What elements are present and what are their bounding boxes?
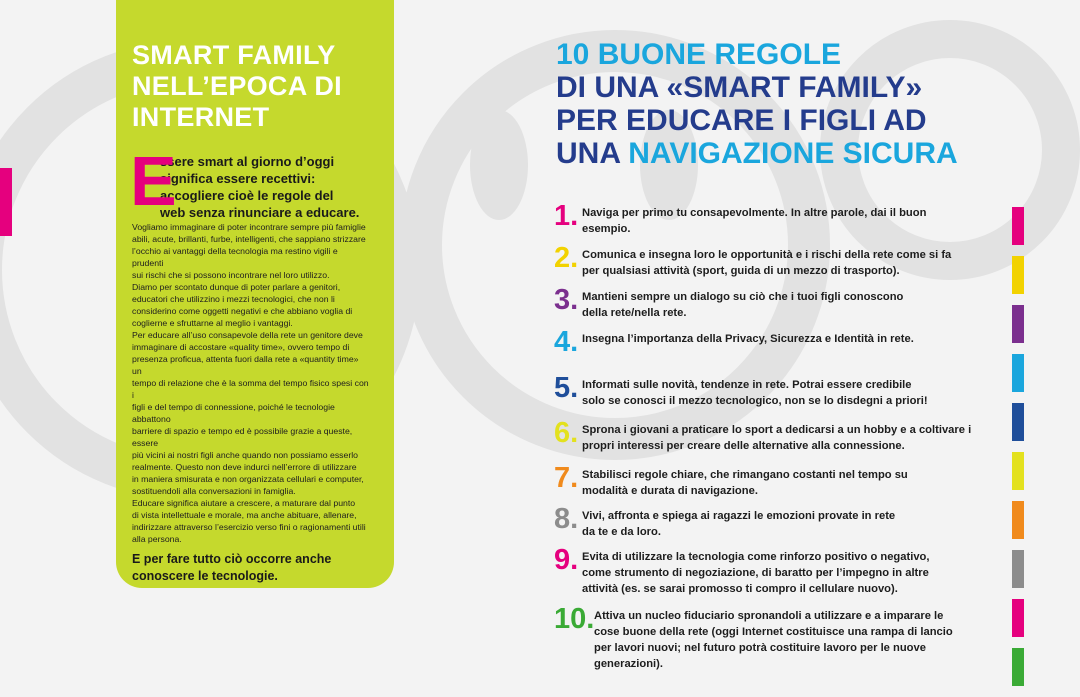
rule-item [554, 544, 994, 597]
rule-number [554, 463, 578, 493]
rule-number-dot: . [586, 603, 595, 635]
closing-statement: E per fare tutto ciò occorre anche conoscere le tecnologie. [132, 552, 332, 583]
rule-item [554, 326, 994, 358]
rule-number [554, 327, 578, 357]
body-paragraph: Vogliamo immaginare di poter incontrare sempre più famiglie abili, acute, brillanti, furbe, intelligenti, che sappiano strizzare l’occhio ai vantaggi della tecnologia ma restino vigili e prudenti sui rischi che si possono incontrare nel loro utilizzo. Diamo per scontato dunque di poter parlare a genitori, educatori che utilizzino i mezzi tecnologici, che non li considerino come oggetti negativi e che abbiano voglia di coglierne e sfruttarne al meglio i vantaggi. Per educare all’uso consapevole della rete un genitore deve immaginare di accostare «quality time», ovvero tempo di presenza proficua, attenta fuori dalla rete a «quantity time» un tempo di relazione che è la somma del tempo fisico spesi con i figli e del tempo di connessione, poiché le tecnologie abbattono barriere di spazio e tempo ed è possibile grazie a queste, essere più vicini ai nostri figli anche quando non possiamo esserlo realmente. Questo non deve indurci nell’errore di utilizzare in maniera smisurata e non organizzata cellulari e computer, sostituendoli alla conversazioni in famiglia. Educare significa aiutare a crescere, a maturare dal punto di vista intellettuale e morale, ma anche abituare, allenare, indirizzare attraverso l’esercizio verso fini o ragionamenti utili alla persona. [132, 222, 369, 544]
rule-item [554, 284, 994, 321]
panel-title-line: INTERNET [132, 102, 270, 132]
rule-number-dot: . [570, 326, 579, 358]
rule-number-digit: 9 [554, 544, 571, 576]
left-color-tab [0, 168, 12, 236]
rule-item [554, 503, 994, 540]
rule-number [554, 418, 578, 448]
rule-number-dot: . [570, 200, 579, 232]
rule-number-digit: 4 [554, 326, 571, 358]
drop-cap: E [130, 142, 177, 220]
color-strip [1012, 256, 1024, 294]
rule-number-dot: . [570, 284, 579, 316]
rule-text: Sprona i giovani a praticare lo sport a dedicarsi a un hobby e a coltivare i propri interessi per creare delle alternative alla connessione. [582, 424, 972, 452]
rule-item [554, 417, 994, 454]
rule-text: Vivi, affronta e spiega ai ragazzi le emozioni provate in rete da te e da loro. [582, 510, 896, 538]
heading-line: 10 BUONE REGOLE [556, 38, 842, 71]
rule-number-digit: 7 [554, 462, 571, 494]
rule-number [554, 373, 578, 403]
rule-number-digit: 3 [554, 284, 571, 316]
rules-heading [556, 38, 996, 170]
rule-number-digit: 5 [554, 372, 571, 404]
rule-number [554, 604, 594, 634]
rule-number-dot: . [570, 503, 579, 535]
intro-panel [116, 0, 394, 588]
color-strip [1012, 305, 1024, 343]
rule-number [554, 243, 578, 273]
rule-text: Evita di utilizzare la tecnologia come rinforzo positivo o negativo, come strumento di negoziazione, di baratto per l’impegno in altre attività (es. se sarai promosso ti compro il cellulare nuovo). [582, 551, 930, 595]
rule-number-digit: 1 [554, 200, 571, 232]
color-strip [1012, 648, 1024, 686]
rule-number [554, 545, 578, 575]
color-strip [1012, 403, 1024, 441]
color-strip [1012, 207, 1024, 245]
heading-text: UNA [556, 137, 629, 170]
rule-text: Informati sulle novità, tendenze in rete. Potrai essere credibile solo se conosci il mezzo tecnologico, non se lo disdegni a priori! [582, 379, 928, 407]
rule-number-dot: . [570, 372, 579, 404]
lead-paragraph: ssere smart al giorno d’oggi significa essere recettivi: accogliere cioè le regole del web senza rinunciare a educare. [160, 154, 360, 220]
rule-item [554, 603, 994, 672]
rule-number-digit: 2 [554, 242, 571, 274]
rule-number-digit: 8 [554, 503, 571, 535]
heading-line: DI UNA «SMART FAMILY» [556, 71, 923, 104]
right-color-strips [1012, 207, 1024, 697]
rule-item [554, 372, 994, 409]
heading-highlight: NAVIGAZIONE SICURA [628, 137, 958, 170]
rule-text: Comunica e insegna loro le opportunità e i rischi della rete come si fa per qualsiasi attività (sport, guida di un mezzo di trasporto). [582, 249, 952, 277]
color-strip [1012, 550, 1024, 588]
background-smiley-eye [470, 110, 528, 220]
heading-line: PER EDUCARE I FIGLI AD [556, 104, 927, 137]
panel-title-line: SMART FAMILY [132, 40, 336, 70]
rule-text: Attiva un nucleo fiduciario spronandoli a utilizzare e a imparare le cose buone della rete (oggi Internet costituisce una rampa di lancio per lavori nuovi; nel futuro potrà costituire lavoro per le nuove generazioni). [594, 610, 953, 670]
rule-number-dot: . [570, 242, 579, 274]
color-strip [1012, 599, 1024, 637]
rule-item [554, 462, 994, 499]
rule-number [554, 285, 578, 315]
rule-number-digit: 10 [554, 603, 587, 635]
rule-text: Naviga per primo tu consapevolmente. In altre parole, dai il buon esempio. [582, 207, 927, 235]
rule-number [554, 504, 578, 534]
rule-number-digit: 6 [554, 417, 571, 449]
rule-text: Mantieni sempre un dialogo su ciò che i tuoi figli conoscono della rete/nella rete. [582, 291, 904, 319]
color-strip [1012, 452, 1024, 490]
rule-text: Stabilisci regole chiare, che rimangano costanti nel tempo su modalità e durata di navigazione. [582, 469, 908, 497]
rule-number-dot: . [570, 417, 579, 449]
rule-number-dot: . [570, 544, 579, 576]
lead-paragraph-wrap [130, 142, 370, 221]
color-strip [1012, 501, 1024, 539]
rule-number-dot: . [570, 462, 579, 494]
rule-item [554, 200, 994, 237]
panel-title-line: NELL’EPOCA DI [132, 71, 342, 101]
heading-line [556, 137, 996, 170]
rule-number [554, 201, 578, 231]
rule-item [554, 242, 994, 279]
panel-title [132, 40, 370, 133]
rule-text: Insegna l’importanza della Privacy, Sicurezza e Identità in rete. [582, 333, 914, 345]
color-strip [1012, 354, 1024, 392]
